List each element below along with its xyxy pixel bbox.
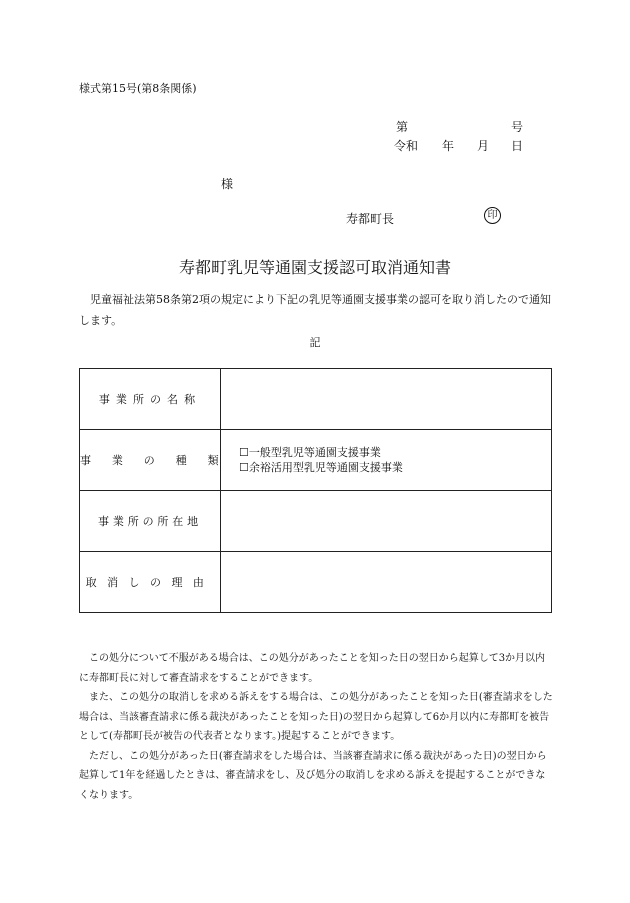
issuer-title: 寿都町長 (346, 212, 395, 226)
recipient-honorific: 様 (221, 177, 234, 191)
table-row (80, 430, 552, 491)
business-type-options (221, 430, 552, 491)
row-label (80, 552, 221, 613)
option-spare-capacity-type[interactable]: ☐余裕活用型乳児等通園支援事業 (239, 461, 403, 474)
date-year-unit: 年 (442, 139, 455, 153)
label-business-type: 事業の種類 (80, 454, 240, 467)
row-label (80, 491, 221, 552)
label-cancellation-reason: 取消しの理由 (85, 576, 215, 589)
body-paragraph: 児童福祉法第58条第2項の規定により下記の乳児等通園支援事業の認可を取り消したので通知します。 (79, 293, 551, 327)
doc-number-suffix: 号 (511, 120, 524, 134)
row-label (80, 369, 221, 430)
date-day-unit: 日 (511, 139, 524, 153)
document-title: 寿都町乳児等通園支援認可取消通知書 (178, 258, 451, 277)
date-era: 令和 (394, 139, 419, 153)
appeal-notes (79, 649, 553, 805)
note-paragraph: この処分について不服がある場合は、この処分があったことを知った日の翌日から起算して3か月以内に寿都町長に対して審査請求をすることができます。 (79, 653, 546, 684)
body-text (79, 289, 553, 331)
details-table (79, 368, 552, 613)
note-paragraph: ただし、この処分があった日(審査請求をした場合は、当該審査請求に係る裁決があった日)の翌日から起算して1年を経過したときは、審査請求をし、及び処分の取消しを求める訴えを提起することができなくなります。 (79, 750, 547, 801)
note-paragraph: また、この処分の取消しを求める訴えをする場合は、この処分があったことを知った日(審査請求をした場合は、当該審査請求に係る裁決があったことを知った日)の翌日から起算して6か月以内に寿都町を被告として(寿都町長が被告の代表者となります。)提起することができます。 (79, 692, 553, 742)
table-row (80, 552, 552, 613)
table-row (80, 491, 552, 552)
date-month-unit: 月 (477, 139, 490, 153)
label-office-address: 事業所の所在地 (98, 515, 202, 528)
office-address-field[interactable] (221, 491, 552, 552)
cancellation-reason-field[interactable] (221, 552, 552, 613)
label-office-name: 事業所の名称 (98, 393, 202, 406)
table-row (80, 369, 552, 430)
form-number: 様式第15号(第8条関係) (79, 82, 197, 95)
ki-heading: 記 (309, 336, 321, 349)
row-label (80, 430, 240, 491)
seal-stamp: 印 (484, 207, 501, 224)
doc-number-prefix: 第 (396, 120, 409, 134)
office-name-field[interactable] (221, 369, 552, 430)
option-general-type[interactable]: ☐一般型乳児等通園支援事業 (239, 446, 381, 459)
